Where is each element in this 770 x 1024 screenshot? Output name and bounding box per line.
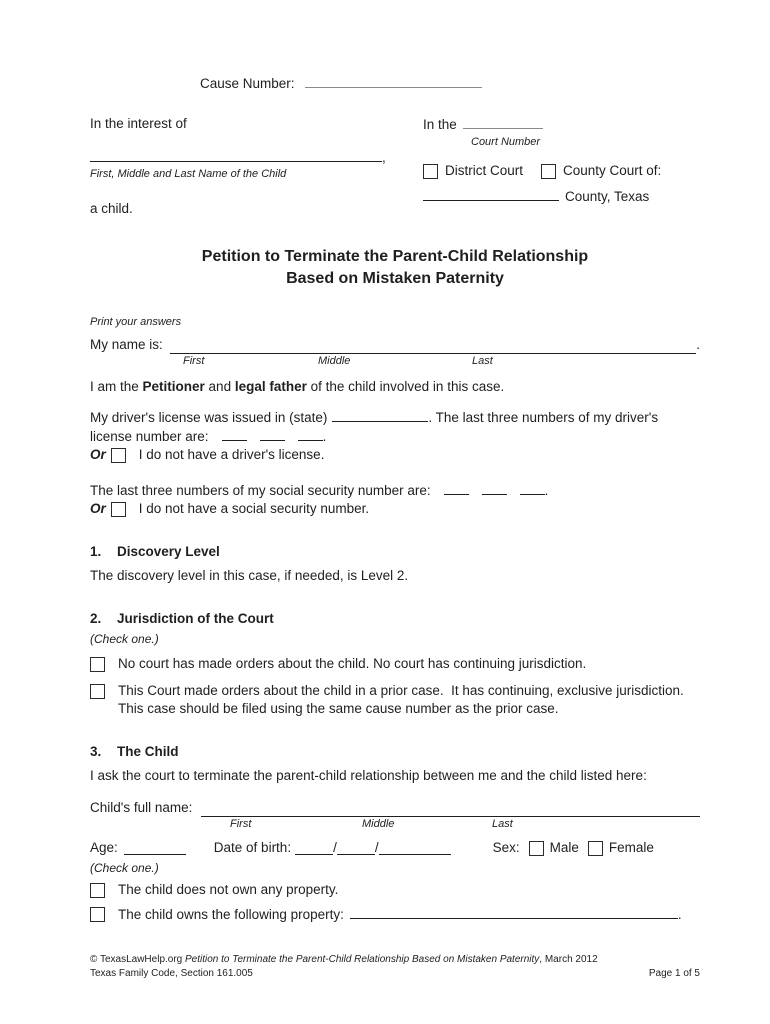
drivers-license-block xyxy=(90,408,700,464)
in-the-label: In the xyxy=(423,117,457,132)
court-number-field[interactable] xyxy=(463,115,543,129)
jurisdiction-option2-row xyxy=(90,682,700,718)
district-court-checkbox[interactable] xyxy=(423,164,438,179)
age-field[interactable] xyxy=(124,841,186,855)
ssn-digit3-field[interactable] xyxy=(520,481,545,495)
male-checkbox[interactable] xyxy=(529,841,544,856)
county-texas-label: County, Texas xyxy=(565,189,650,204)
county-court-label: County Court of: xyxy=(563,163,662,178)
jurisdiction-option1-row xyxy=(90,655,700,673)
petitioner-mid-text: and xyxy=(204,379,235,394)
my-name-field[interactable] xyxy=(170,338,696,354)
child-name-caption: First, Middle and Last Name of the Child xyxy=(90,168,287,180)
female-label: Female xyxy=(608,840,654,855)
cause-number-row xyxy=(200,74,700,93)
dl-line2-period: . xyxy=(322,429,327,444)
prior-court-orders-line2: This case should be filed using the same cause number as the prior case. xyxy=(118,701,559,716)
footer-date: , March 2012 xyxy=(539,954,598,965)
dl-state-field[interactable] xyxy=(332,408,428,422)
sex-label: Sex: xyxy=(492,840,520,855)
section3-check-one: (Check one.) xyxy=(90,861,159,875)
dob-label: Date of birth: xyxy=(213,840,292,855)
dl-digit2-field[interactable] xyxy=(260,427,285,441)
owns-property-label xyxy=(118,905,682,924)
dl-or-label: Or xyxy=(90,447,106,462)
petitioner-post-text: of the child involved in this case. xyxy=(306,379,505,394)
dl-digit1-field[interactable] xyxy=(222,427,247,441)
section1-number: 1. xyxy=(90,544,102,559)
age-dob-sex-row xyxy=(90,839,700,857)
age-label: Age: xyxy=(90,840,118,855)
male-label: Male xyxy=(549,840,579,855)
child-full-name-label: Child's full name: xyxy=(90,800,193,815)
section3-heading xyxy=(90,743,700,761)
property-description-field[interactable] xyxy=(350,905,678,919)
dob-slash1: / xyxy=(333,840,337,855)
petitioner-statement xyxy=(90,378,700,396)
petitioner-pre-text: I am the xyxy=(90,379,143,394)
case-style-right xyxy=(423,115,700,218)
ssn-digit2-field[interactable] xyxy=(482,481,507,495)
document-title xyxy=(90,246,700,290)
cause-number-field[interactable] xyxy=(305,74,482,88)
child-first-caption: First xyxy=(230,818,252,830)
child-name-line xyxy=(90,148,392,167)
no-ssn-checkbox[interactable] xyxy=(111,502,126,517)
section2-number: 2. xyxy=(90,611,102,626)
petitioner-bold-text: Petitioner xyxy=(142,379,205,394)
dl-line1 xyxy=(90,408,700,427)
prior-court-orders-label xyxy=(118,682,684,718)
prior-court-orders-line1: This Court made orders about the child in a prior case. It has continuing, exclusive jurisdiction. xyxy=(118,683,684,698)
middle-caption: Middle xyxy=(318,355,351,367)
owns-property-row xyxy=(90,905,700,924)
child-full-name-field[interactable] xyxy=(201,801,700,817)
female-checkbox[interactable] xyxy=(588,841,603,856)
ssn-or-label: Or xyxy=(90,501,106,516)
court-number-row xyxy=(423,115,700,134)
section2-check-one: (Check one.) xyxy=(90,632,159,646)
child-last-caption: Last xyxy=(492,818,513,830)
ssn-line1 xyxy=(90,481,700,500)
child-full-name-row xyxy=(90,799,700,817)
no-property-checkbox[interactable] xyxy=(90,883,105,898)
county-court-checkbox[interactable] xyxy=(541,164,556,179)
no-property-label: The child does not own any property. xyxy=(118,882,339,897)
footer-doc-title: Petition to Terminate the Parent-Child Relationship Based on Mistaken Paternity xyxy=(185,954,540,965)
child-middle-caption: Middle xyxy=(362,818,395,830)
a-child-label: a child. xyxy=(90,201,133,216)
ssn-line1-period: . xyxy=(544,483,549,498)
print-answers-note: Print your answers xyxy=(90,316,182,328)
section1-title: Discovery Level xyxy=(117,544,220,559)
document-title-line1: Petition to Terminate the Parent-Child Relationship xyxy=(201,248,589,265)
ssn-or-row xyxy=(90,500,700,518)
owns-property-checkbox[interactable] xyxy=(90,907,105,922)
footer-line2 xyxy=(90,967,700,981)
owns-property-period: . xyxy=(677,907,682,922)
district-court-label: District Court xyxy=(445,163,524,178)
cause-number-label: Cause Number: xyxy=(200,76,295,91)
footer-code-line: Texas Family Code, Section 161.005 xyxy=(90,968,253,979)
no-property-row xyxy=(90,881,700,899)
legal-father-bold-text: legal father xyxy=(234,379,307,394)
dl-digit3-field[interactable] xyxy=(298,427,323,441)
my-name-row xyxy=(90,336,700,354)
first-caption: First xyxy=(183,355,205,367)
court-number-caption: Court Number xyxy=(471,136,541,148)
my-name-period: . xyxy=(696,337,700,352)
ssn-block xyxy=(90,481,700,518)
dob-day-field[interactable] xyxy=(337,841,375,855)
prior-court-orders-checkbox[interactable] xyxy=(90,684,105,699)
county-row xyxy=(423,187,700,206)
no-ssn-label: I do not have a social security number. xyxy=(138,501,370,516)
child-name-field[interactable] xyxy=(90,148,382,162)
section1-body: The discovery level in this case, if needed, is Level 2. xyxy=(90,568,409,583)
no-drivers-license-checkbox[interactable] xyxy=(111,448,126,463)
dl-line1-post: . The last three numbers of my driver's xyxy=(428,410,659,425)
page-footer xyxy=(90,953,700,981)
page-indicator: Page 1 of 5 xyxy=(648,968,700,979)
case-style-header xyxy=(90,115,700,218)
ssn-line1-label: The last three numbers of my social security number are: xyxy=(90,483,431,498)
section3-number: 3. xyxy=(90,744,102,759)
section1-heading xyxy=(90,543,700,561)
comma-text: , xyxy=(382,150,386,165)
footer-copyright: © TexasLawHelp.org xyxy=(90,954,186,965)
section2-title: Jurisdiction of the Court xyxy=(117,611,274,626)
section2-heading xyxy=(90,610,700,628)
dob-month-field[interactable] xyxy=(295,841,333,855)
dl-or-row xyxy=(90,446,700,464)
section3-body: I ask the court to terminate the parent-child relationship between me and the child listed here: xyxy=(90,768,647,783)
case-style-left xyxy=(90,115,392,218)
interest-label: In the interest of xyxy=(90,116,187,131)
section3-title: The Child xyxy=(117,744,179,759)
dob-slash2: / xyxy=(374,840,379,855)
no-court-orders-checkbox[interactable] xyxy=(90,657,105,672)
no-court-orders-label: No court has made orders about the child. No court has continuing jurisdiction. xyxy=(118,656,587,671)
dl-line2-label: license number are: xyxy=(90,429,209,444)
my-name-label: My name is: xyxy=(90,337,163,352)
document-title-line2: Based on Mistaken Paternity xyxy=(286,270,504,287)
dl-line1-pre: My driver's license was issued in (state) xyxy=(90,410,328,425)
ssn-digit1-field[interactable] xyxy=(444,481,469,495)
court-type-row xyxy=(423,162,700,180)
last-caption: Last xyxy=(472,355,493,367)
owns-property-text: The child owns the following property: xyxy=(118,907,344,922)
dl-line2 xyxy=(90,427,700,446)
dob-year-field[interactable] xyxy=(379,841,451,855)
no-drivers-license-label: I do not have a driver's license. xyxy=(138,447,325,462)
child-name-captions xyxy=(90,817,700,832)
footer-line1 xyxy=(90,953,700,967)
my-name-captions xyxy=(90,354,700,369)
county-name-field[interactable] xyxy=(423,187,559,201)
